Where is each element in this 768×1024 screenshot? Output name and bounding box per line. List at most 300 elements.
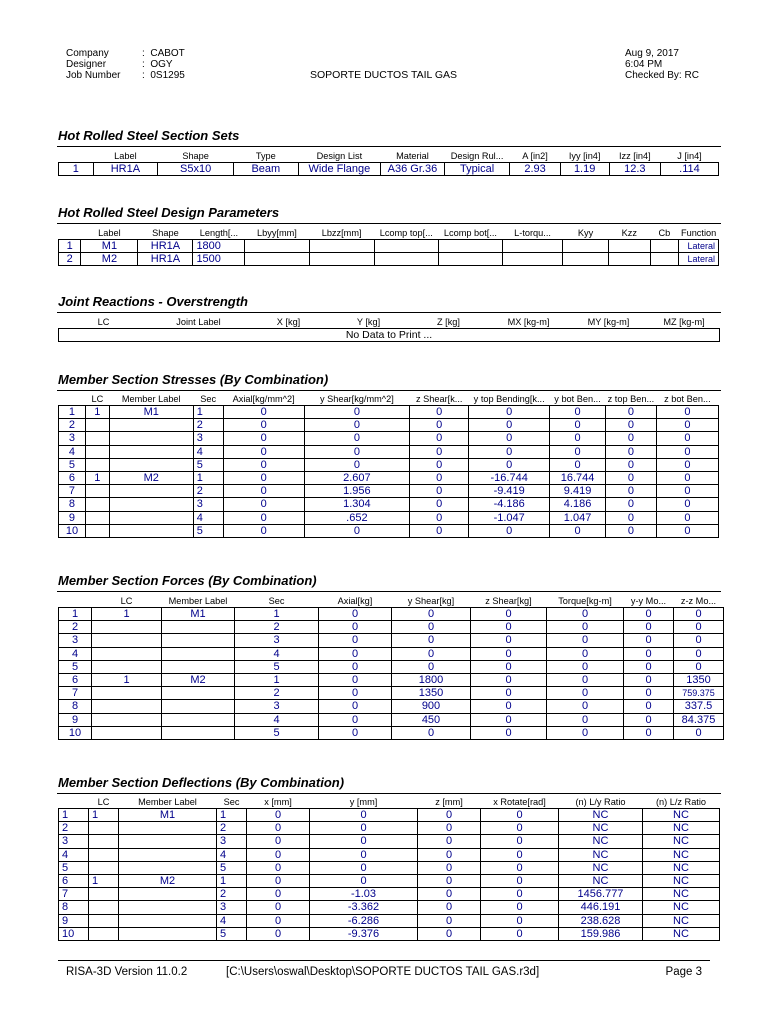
table-cell: 3 (193, 498, 223, 511)
table-cell: 0 (624, 726, 674, 739)
table-cell: 9.419 (550, 485, 606, 498)
table-cell: 0 (410, 511, 469, 524)
table-cell (85, 419, 109, 432)
column-header: Shape (152, 228, 179, 238)
column-header: Axial[kg] (337, 596, 373, 606)
table-cell (109, 485, 193, 498)
table-cell: 0 (674, 608, 724, 621)
table-cell: 4.186 (550, 498, 606, 511)
table-cell: M1 (81, 240, 138, 253)
column-header: L-torqu... (514, 228, 551, 238)
table-cell: 3 (59, 432, 86, 445)
table-cell: 238.628 (559, 914, 643, 927)
table-cell (119, 901, 217, 914)
table-cell: 3 (59, 835, 89, 848)
table-cell: 2 (193, 419, 223, 432)
column-header: y Shear[kg] (407, 596, 455, 606)
table-cell: 0 (606, 485, 657, 498)
table-cell (650, 253, 679, 266)
table-cell: 0 (223, 485, 304, 498)
table-cell: -1.03 (310, 888, 418, 901)
job-number-value (142, 70, 185, 81)
table-row (59, 163, 719, 176)
table-cell (245, 240, 309, 253)
table-cell: 0 (392, 726, 471, 739)
table-cell: 0 (550, 432, 606, 445)
column-header: Lcomp bot[... (443, 228, 497, 238)
table-cell: 0 (606, 498, 657, 511)
table-cell: 1350 (392, 687, 471, 700)
table-cell: HR1A (138, 253, 193, 266)
table-cell: 0 (656, 406, 718, 419)
column-header: Y [kg] (356, 317, 381, 327)
table-cell: 8 (59, 901, 89, 914)
design-params-rule (57, 223, 721, 224)
column-header: y-y Mo... (630, 596, 667, 606)
table-cell: 1 (89, 809, 119, 822)
table-cell: 7 (59, 888, 89, 901)
table-cell (438, 253, 502, 266)
table-row (59, 634, 724, 647)
table-row (59, 406, 719, 419)
table-cell: 0 (481, 901, 559, 914)
table-cell: 0 (410, 485, 469, 498)
joint-reactions-table (58, 316, 720, 342)
table-cell (89, 901, 119, 914)
table-cell: 0 (410, 471, 469, 484)
table-header-row (59, 595, 724, 608)
table-cell: 7 (59, 687, 92, 700)
table-cell: NC (643, 861, 720, 874)
table-cell: 0 (624, 621, 674, 634)
table-cell (162, 687, 235, 700)
table-cell: 0 (410, 406, 469, 419)
table-cell: 0 (471, 621, 547, 634)
table-cell: M1 (119, 809, 217, 822)
table-cell (89, 914, 119, 927)
table-cell: 0 (547, 608, 624, 621)
table-cell: 1.047 (550, 511, 606, 524)
table-cell (119, 861, 217, 874)
column-header: (n) L/z Ratio (655, 797, 707, 807)
table-cell: 0 (319, 608, 392, 621)
software-version: RISA-3D Version 11.0.2 (66, 966, 188, 978)
column-header: z Shear[k... (416, 394, 463, 404)
table-cell: NC (559, 874, 643, 887)
column-header: Design Rul... (450, 151, 504, 161)
table-cell (89, 888, 119, 901)
table-cell (92, 713, 162, 726)
table-cell: 0 (223, 458, 304, 471)
table-cell: Typical (444, 163, 510, 176)
table-cell: 0 (674, 660, 724, 673)
column-header: Sec (223, 797, 240, 807)
table-cell: 0 (471, 660, 547, 673)
company-name: CABOT (150, 48, 185, 59)
table-cell: 4 (217, 914, 247, 927)
table-row (59, 458, 719, 471)
column-header: LC (97, 797, 110, 807)
table-row (59, 485, 719, 498)
table-cell: 0 (674, 621, 724, 634)
table-cell: 1.956 (304, 485, 410, 498)
table-cell: 5 (59, 861, 89, 874)
table-cell: 4 (235, 713, 319, 726)
column-header: Joint Label (176, 317, 221, 327)
table-cell: 0 (418, 809, 481, 822)
table-row (59, 835, 720, 848)
table-cell (92, 647, 162, 660)
table-cell: Wide Flange (298, 163, 381, 176)
table-cell: 1 (235, 608, 319, 621)
table-cell: 0 (319, 700, 392, 713)
column-header: Izz [in4] (618, 151, 651, 161)
table-cell: 84.375 (674, 713, 724, 726)
table-cell: 0 (319, 713, 392, 726)
column-header: z-z Mo... (680, 596, 717, 606)
header-right (625, 48, 699, 81)
table-cell (162, 700, 235, 713)
table-cell: Lateral (679, 253, 719, 266)
table-cell: 0 (656, 419, 718, 432)
table-cell (162, 726, 235, 739)
table-cell: 0 (656, 498, 718, 511)
design-params-title: Hot Rolled Steel Design Parameters (58, 205, 280, 220)
table-cell: 0 (319, 621, 392, 634)
table-row (59, 700, 724, 713)
table-cell: 0 (310, 848, 418, 861)
table-cell: 0 (547, 660, 624, 673)
column-header: A [in2] (522, 151, 548, 161)
table-cell: 0 (481, 848, 559, 861)
table-cell (438, 240, 502, 253)
table-cell (309, 253, 374, 266)
table-cell: 9 (59, 914, 89, 927)
table-cell (119, 835, 217, 848)
table-cell: NC (643, 835, 720, 848)
table-cell: 2 (59, 419, 86, 432)
deflections-table (58, 796, 720, 941)
table-cell: 0 (469, 445, 550, 458)
table-cell: 4 (193, 445, 223, 458)
table-cell: 0 (319, 673, 392, 686)
table-cell: 1456.777 (559, 888, 643, 901)
table-cell: 0 (223, 419, 304, 432)
column-header: Kzz (621, 228, 637, 238)
table-cell: 0 (606, 445, 657, 458)
table-row (59, 809, 720, 822)
header-colon: : (142, 59, 145, 70)
column-header: Axial[kg/mm^2] (232, 394, 295, 404)
table-cell: 0 (304, 432, 410, 445)
table-cell: NC (643, 901, 720, 914)
table-cell: 0 (547, 634, 624, 647)
table-cell: 5 (59, 660, 92, 673)
table-cell: 759.375 (674, 687, 724, 700)
table-cell: 16.744 (550, 471, 606, 484)
table-cell: 0 (481, 888, 559, 901)
table-cell (85, 498, 109, 511)
column-header: Iyy [in4] (568, 151, 601, 161)
table-cell: 0 (481, 927, 559, 940)
joint-reactions-rule (57, 312, 721, 313)
table-header-row (59, 227, 719, 240)
column-header: Lbzz[mm] (321, 228, 362, 238)
table-cell: 0 (469, 419, 550, 432)
column-header (59, 796, 89, 809)
column-header: Material (396, 151, 429, 161)
table-cell: 0 (550, 458, 606, 471)
table-cell: 0 (418, 888, 481, 901)
table-cell: 0 (319, 660, 392, 673)
column-header: Member Label (121, 394, 181, 404)
table-cell (119, 927, 217, 940)
column-header: Label (114, 151, 137, 161)
column-header: Sec (200, 394, 217, 404)
table-cell: A36 Gr.36 (381, 163, 445, 176)
table-cell: 0 (319, 726, 392, 739)
table-cell (374, 240, 438, 253)
table-cell: 0 (481, 835, 559, 848)
table-cell: 0 (606, 432, 657, 445)
table-cell: 0 (418, 835, 481, 848)
table-cell: S5x10 (158, 163, 234, 176)
table-cell: -9.419 (469, 485, 550, 498)
no-data-message: No Data to Print ... (59, 329, 720, 342)
table-cell: M2 (162, 673, 235, 686)
column-header: z Shear[kg] (485, 596, 532, 606)
table-row (59, 253, 719, 266)
table-cell: 0 (624, 647, 674, 660)
table-cell (608, 240, 650, 253)
table-cell: 1 (92, 673, 162, 686)
table-cell: 0 (247, 822, 310, 835)
column-header: y Shear[kg/mm^2] (320, 394, 394, 404)
table-cell: 4 (235, 647, 319, 660)
table-cell: 0 (392, 634, 471, 647)
table-row (59, 901, 720, 914)
column-header: Torque[kg-m] (558, 596, 612, 606)
table-cell: 0 (223, 471, 304, 484)
column-header: MZ [kg-m] (663, 317, 705, 327)
table-cell: 2 (235, 687, 319, 700)
column-header: LC (120, 596, 133, 606)
column-header: x Rotate[rad] (493, 797, 546, 807)
table-row (59, 647, 724, 660)
column-header: Member Label (138, 797, 197, 807)
table-cell: 0 (310, 874, 418, 887)
table-cell: 0 (656, 445, 718, 458)
report-time: 6:04 PM (625, 59, 663, 70)
column-header: y top Bending[k... (473, 394, 545, 404)
table-cell: 0 (547, 687, 624, 700)
table-cell: 4 (59, 445, 86, 458)
table-cell: NC (559, 822, 643, 835)
table-cell: NC (643, 822, 720, 835)
column-header: J [in4] (677, 151, 702, 161)
table-cell: 0 (410, 419, 469, 432)
forces-table (58, 595, 724, 740)
table-cell: 3 (235, 700, 319, 713)
table-cell: 5 (217, 927, 247, 940)
table-cell: 0 (223, 524, 304, 537)
table-cell: 0 (674, 647, 724, 660)
table-cell: 1350 (674, 673, 724, 686)
table-cell: Beam (234, 163, 299, 176)
table-cell: 0 (223, 432, 304, 445)
table-cell: 0 (247, 835, 310, 848)
table-cell: 0 (310, 822, 418, 835)
header-labels (66, 48, 120, 81)
table-cell: 7 (59, 485, 86, 498)
table-cell: 446.191 (559, 901, 643, 914)
table-cell (109, 432, 193, 445)
table-cell: 6 (59, 874, 89, 887)
column-header: Length[... (199, 228, 239, 238)
table-cell (92, 621, 162, 634)
table-row (59, 861, 720, 874)
table-cell: 0 (656, 471, 718, 484)
table-cell: 9 (59, 511, 86, 524)
table-cell: 2 (59, 621, 92, 634)
section-sets-title: Hot Rolled Steel Section Sets (58, 128, 240, 143)
table-cell: .652 (304, 511, 410, 524)
column-header: Function (680, 228, 717, 238)
table-cell: 0 (656, 432, 718, 445)
table-cell: 0 (223, 406, 304, 419)
table-cell: 0 (481, 914, 559, 927)
forces-rule (57, 591, 721, 592)
table-cell: 0 (550, 406, 606, 419)
table-cell: -9.376 (310, 927, 418, 940)
table-cell: -16.744 (469, 471, 550, 484)
table-cell: 0 (624, 713, 674, 726)
table-cell (89, 835, 119, 848)
page-number: Page 3 (665, 966, 702, 978)
table-cell: 0 (624, 608, 674, 621)
table-cell: 1 (92, 608, 162, 621)
table-cell: 0 (471, 608, 547, 621)
table-cell (109, 445, 193, 458)
table-row (59, 687, 724, 700)
file-path: [C:\Users\oswal\Desktop\SOPORTE DUCTOS TAIL GAS.r3d] (226, 966, 540, 978)
table-cell: 0 (471, 713, 547, 726)
table-cell (109, 498, 193, 511)
table-cell (503, 240, 563, 253)
table-row (59, 498, 719, 511)
table-cell: 8 (59, 498, 86, 511)
table-row (59, 608, 724, 621)
table-cell (89, 861, 119, 874)
table-cell (85, 458, 109, 471)
table-cell: 0 (247, 861, 310, 874)
table-row (59, 432, 719, 445)
table-cell: 1 (59, 240, 81, 253)
table-cell: 0 (304, 419, 410, 432)
table-cell: 0 (481, 874, 559, 887)
table-cell: 0 (418, 861, 481, 874)
table-cell: 0 (418, 874, 481, 887)
column-header: X [kg] (276, 317, 301, 327)
table-cell: 0 (656, 485, 718, 498)
table-cell: 1800 (193, 240, 245, 253)
header-colon: : (142, 48, 145, 59)
table-cell: M2 (119, 874, 217, 887)
table-cell: 0 (547, 726, 624, 739)
table-cell: 0 (606, 524, 657, 537)
table-cell: 1 (85, 406, 109, 419)
table-cell: 0 (469, 432, 550, 445)
table-cell: 0 (624, 673, 674, 686)
table-cell: 0 (550, 524, 606, 537)
column-header: Z [kg] (437, 317, 460, 327)
table-cell: 0 (310, 835, 418, 848)
table-cell (92, 700, 162, 713)
table-cell: 5 (59, 458, 86, 471)
header-values (142, 48, 185, 81)
column-header: x [mm] (264, 797, 292, 807)
checked-by: Checked By: RC (625, 70, 699, 81)
table-cell: 1 (85, 471, 109, 484)
table-cell: 2 (235, 621, 319, 634)
table-header-row (59, 393, 719, 406)
column-header: y [mm] (349, 797, 378, 807)
table-cell: 3 (235, 634, 319, 647)
table-cell: 0 (624, 660, 674, 673)
joint-reactions-title: Joint Reactions - Overstrength (58, 294, 248, 309)
table-cell: 0 (471, 634, 547, 647)
table-cell: 0 (656, 458, 718, 471)
deflections-rule (57, 793, 721, 794)
table-cell: 4 (217, 848, 247, 861)
table-cell (245, 253, 309, 266)
table-cell: 0 (392, 608, 471, 621)
table-cell: 0 (418, 822, 481, 835)
table-row (59, 713, 724, 726)
table-cell: 0 (247, 809, 310, 822)
table-cell: 1500 (193, 253, 245, 266)
table-cell: 2 (59, 253, 81, 266)
table-cell: 0 (674, 634, 724, 647)
table-cell (85, 524, 109, 537)
table-cell (85, 432, 109, 445)
table-cell: 2 (217, 822, 247, 835)
column-header: Shape (182, 151, 209, 161)
table-cell: 1 (59, 406, 86, 419)
table-cell: 10 (59, 927, 89, 940)
designer-label: Designer (66, 59, 107, 70)
table-cell: 1 (59, 163, 94, 176)
column-header: y bot Ben... (554, 394, 601, 404)
table-cell: 0 (547, 700, 624, 713)
table-cell (503, 253, 563, 266)
table-row (59, 927, 720, 940)
column-header: z bot Ben... (664, 394, 711, 404)
table-cell: 0 (471, 673, 547, 686)
table-cell: 2 (217, 888, 247, 901)
table-cell (563, 240, 609, 253)
table-cell: 0 (310, 861, 418, 874)
table-cell: 5 (193, 458, 223, 471)
table-cell: -4.186 (469, 498, 550, 511)
table-cell: HR1A (93, 163, 158, 176)
table-cell: 0 (410, 524, 469, 537)
table-cell: 0 (223, 498, 304, 511)
table-cell: 4 (59, 647, 92, 660)
table-row (59, 240, 719, 253)
table-cell (119, 848, 217, 861)
table-cell: NC (643, 809, 720, 822)
